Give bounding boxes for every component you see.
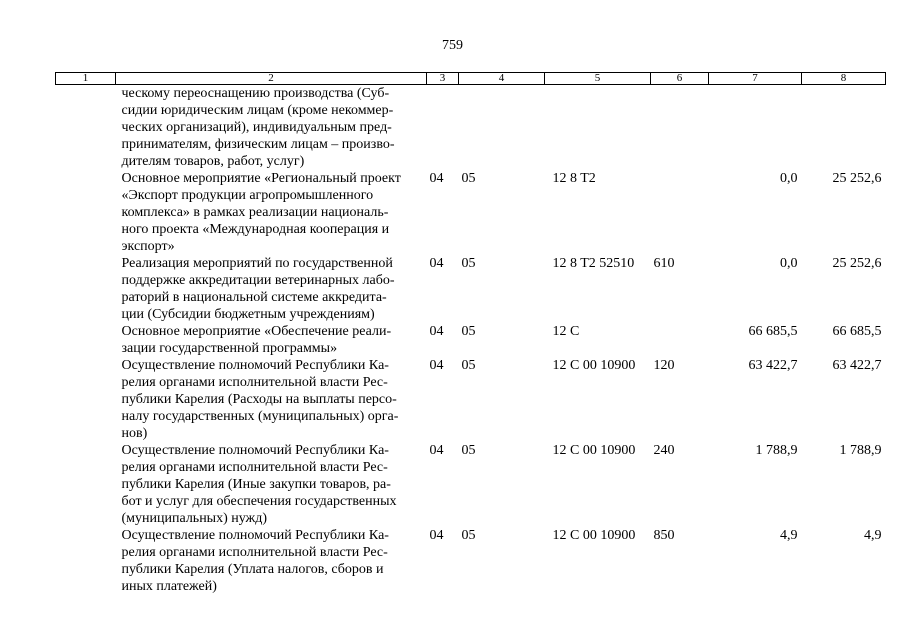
description-line: налу государственных (муниципальных) орга- bbox=[121, 409, 399, 424]
cell-expense-type bbox=[651, 323, 709, 357]
description-line: сидии юридическим лицам (кроме некоммер- bbox=[121, 103, 394, 118]
cell-subsection: 05 bbox=[461, 528, 476, 543]
description-line: нов) bbox=[121, 426, 148, 441]
cell-section: 04 bbox=[429, 528, 444, 543]
description-line: поддержке аккредитации ветеринарных лабо- bbox=[121, 273, 395, 288]
cell-expense-type: 240 bbox=[653, 443, 675, 458]
table-row bbox=[56, 442, 886, 527]
cell-amount-year-2: 25 252,6 bbox=[832, 256, 882, 271]
description-line: (муниципальных) нужд) bbox=[121, 511, 268, 526]
cell-section: 04 bbox=[429, 324, 444, 339]
description-line: публики Карелия (Иные закупки товаров, ра- bbox=[121, 477, 391, 492]
description-line: Осуществление полномочий Республики Ка- bbox=[121, 443, 389, 458]
description-line: ческих организаций), индивидуальным пред- bbox=[121, 120, 392, 135]
column-header-2: 2 bbox=[116, 73, 427, 85]
cell-section: 04 bbox=[429, 256, 444, 271]
description-line: бот и услуг для обеспечения государственных bbox=[121, 494, 397, 509]
description-line: зации государственной программы» bbox=[121, 341, 338, 356]
cell-description bbox=[116, 527, 427, 595]
cell-amount-year-1 bbox=[709, 85, 802, 171]
description-line: принимателям, физическим лицам – произво- bbox=[121, 137, 395, 152]
cell-description bbox=[116, 357, 427, 442]
cell-col1 bbox=[56, 442, 116, 527]
cell-section: 04 bbox=[429, 443, 444, 458]
cell-amount-year-1: 4,9 bbox=[780, 528, 798, 543]
description-line: публики Карелия (Расходы на выплаты персо- bbox=[121, 392, 397, 407]
cell-description bbox=[116, 255, 427, 323]
description-line: Основное мероприятие «Обеспечение реали- bbox=[121, 324, 392, 339]
table-row bbox=[56, 85, 886, 171]
cell-section bbox=[427, 85, 459, 171]
cell-amount-year-1: 1 788,9 bbox=[755, 443, 798, 458]
description-line: экспорт» bbox=[121, 239, 175, 254]
cell-subsection: 05 bbox=[461, 358, 476, 373]
cell-target-article bbox=[545, 85, 651, 171]
cell-target-article: 12 С 00 10900 bbox=[552, 443, 636, 458]
cell-amount-year-1: 63 422,7 bbox=[748, 358, 798, 373]
cell-amount-year-2: 1 788,9 bbox=[839, 443, 882, 458]
cell-expense-type: 610 bbox=[653, 256, 675, 271]
cell-expense-type: 120 bbox=[653, 358, 675, 373]
table-body bbox=[56, 85, 886, 596]
table-row bbox=[56, 170, 886, 255]
column-header-7: 7 bbox=[709, 73, 802, 85]
description-line: раторий в национальной системе аккредита- bbox=[121, 290, 387, 305]
description-line: иных платежей) bbox=[121, 579, 217, 594]
table-row bbox=[56, 357, 886, 442]
description-line: релия органами исполнительной власти Рес- bbox=[121, 375, 388, 390]
cell-amount-year-2: 4,9 bbox=[864, 528, 882, 543]
cell-col1 bbox=[56, 255, 116, 323]
table-row bbox=[56, 255, 886, 323]
cell-col1 bbox=[56, 170, 116, 255]
description-line: ции (Субсидии бюджетным учреждениям) bbox=[121, 307, 375, 322]
description-line: комплекса» в рамках реализации националь- bbox=[121, 205, 389, 220]
cell-description bbox=[116, 85, 427, 171]
description-line: дителям товаров, работ, услуг) bbox=[121, 154, 305, 169]
cell-subsection bbox=[459, 85, 545, 171]
description-line: Осуществление полномочий Республики Ка- bbox=[121, 358, 389, 373]
cell-subsection: 05 bbox=[461, 256, 476, 271]
description-line: ческому переоснащению производства (Суб- bbox=[121, 86, 390, 101]
cell-target-article: 12 8 T2 bbox=[552, 171, 596, 186]
cell-description bbox=[116, 323, 427, 357]
description-line: Реализация мероприятий по государственной bbox=[121, 256, 393, 271]
description-line: релия органами исполнительной власти Рес- bbox=[121, 545, 388, 560]
cell-col1 bbox=[56, 527, 116, 595]
cell-amount-year-2: 25 252,6 bbox=[832, 171, 882, 186]
cell-target-article: 12 С 00 10900 bbox=[552, 528, 636, 543]
column-number-header-row bbox=[56, 73, 886, 85]
column-header-4: 4 bbox=[459, 73, 545, 85]
description-line: публики Карелия (Уплата налогов, сборов и bbox=[121, 562, 384, 577]
table-row bbox=[56, 527, 886, 595]
cell-amount-year-2: 66 685,5 bbox=[832, 324, 882, 339]
cell-target-article: 12 С bbox=[552, 324, 580, 339]
cell-section: 04 bbox=[429, 358, 444, 373]
cell-description bbox=[116, 170, 427, 255]
cell-target-article: 12 С 00 10900 bbox=[552, 358, 636, 373]
column-header-6: 6 bbox=[651, 73, 709, 85]
cell-col1 bbox=[56, 85, 116, 171]
cell-section: 04 bbox=[429, 171, 444, 186]
page-number: 759 bbox=[442, 38, 463, 53]
cell-amount-year-2: 63 422,7 bbox=[832, 358, 882, 373]
column-header-3: 3 bbox=[427, 73, 459, 85]
column-header-8: 8 bbox=[802, 73, 886, 85]
table-row bbox=[56, 323, 886, 357]
cell-expense-type bbox=[651, 85, 709, 171]
description-line: «Экспорт продукции агропромышленного bbox=[121, 188, 374, 203]
cell-amount-year-1: 0,0 bbox=[780, 256, 798, 271]
column-header-1: 1 bbox=[56, 73, 116, 85]
cell-subsection: 05 bbox=[461, 171, 476, 186]
cell-expense-type: 850 bbox=[653, 528, 675, 543]
budget-table bbox=[55, 72, 886, 595]
column-header-5: 5 bbox=[545, 73, 651, 85]
cell-col1 bbox=[56, 323, 116, 357]
cell-description bbox=[116, 442, 427, 527]
cell-amount-year-1: 66 685,5 bbox=[748, 324, 798, 339]
cell-amount-year-1: 0,0 bbox=[780, 171, 798, 186]
cell-col1 bbox=[56, 357, 116, 442]
cell-subsection: 05 bbox=[461, 324, 476, 339]
cell-subsection: 05 bbox=[461, 443, 476, 458]
description-line: релия органами исполнительной власти Рес- bbox=[121, 460, 388, 475]
cell-expense-type bbox=[651, 170, 709, 255]
description-line: Основное мероприятие «Региональный проект bbox=[121, 171, 401, 186]
cell-amount-year-2 bbox=[802, 85, 886, 171]
cell-target-article: 12 8 T2 52510 bbox=[552, 256, 635, 271]
description-line: ного проекта «Международная кооперация и bbox=[121, 222, 390, 237]
description-line: Осуществление полномочий Республики Ка- bbox=[121, 528, 389, 543]
